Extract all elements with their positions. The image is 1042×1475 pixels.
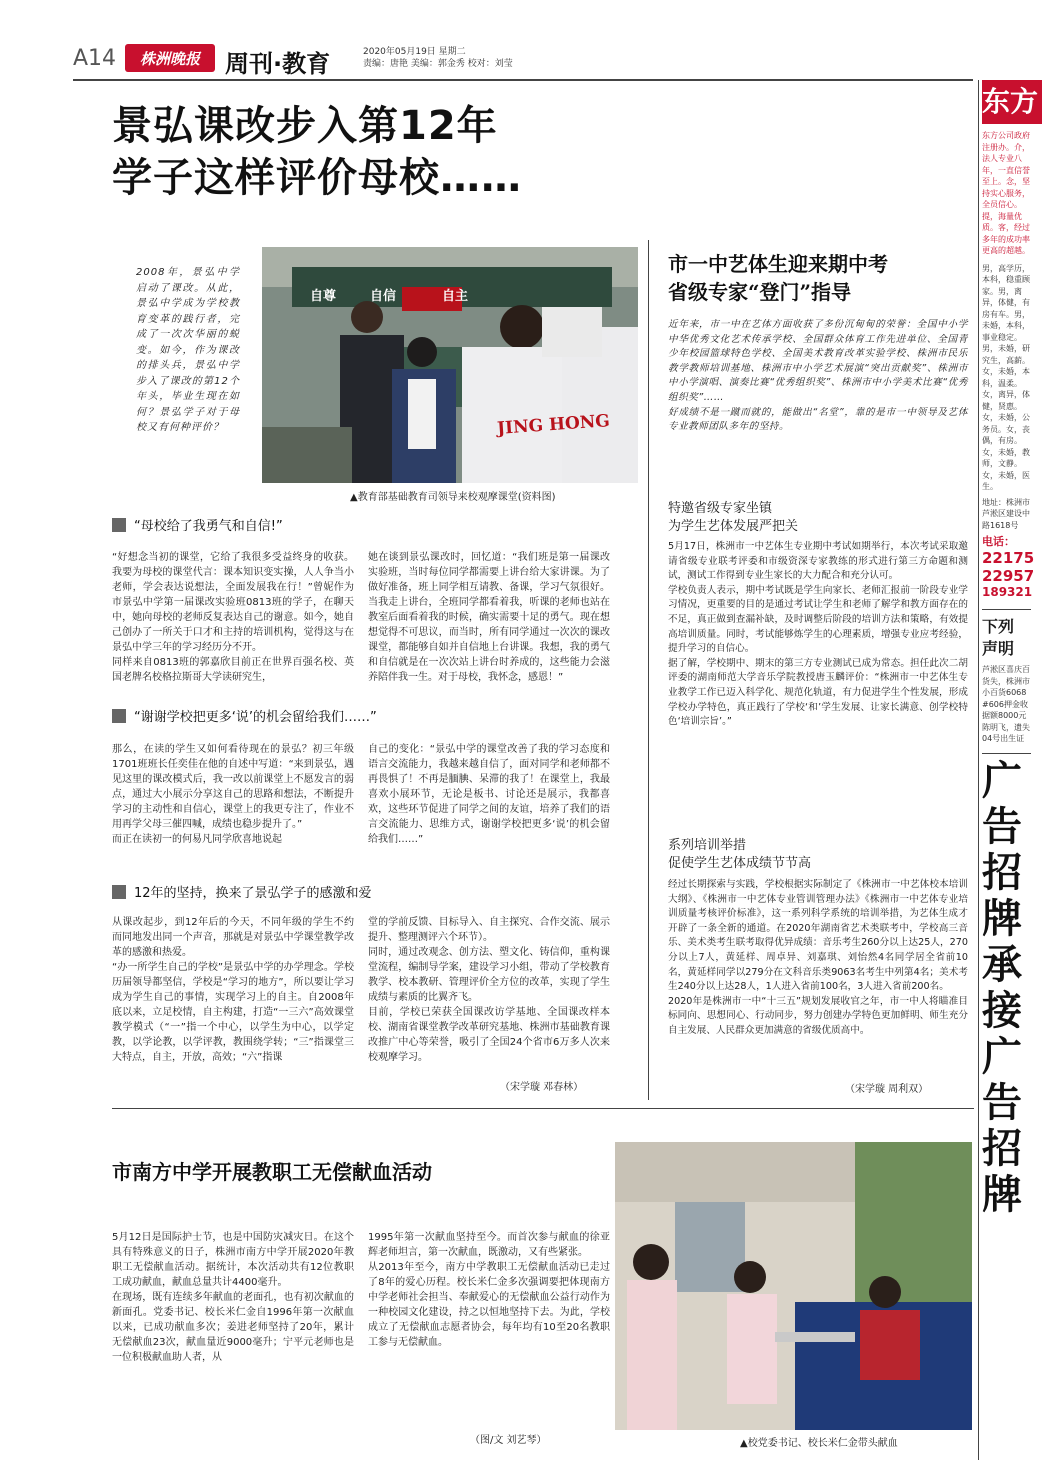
square-bullet-icon [112,709,126,723]
shirt-text: JING HONG [496,411,611,439]
blood-story-col1: 5月12日是国际护士节，也是中国防灾减灾日。在这个具有特殊意义的日子，株洲市南方中学开展2020年教职工无偿献血活动。据统计，本次活动共有12位教职工成功献血，献血总量共计4400毫升。 在现场，既有连续多年献血的老面孔，也有初次献血的新面孔。党委书记、校长米仁金自1996年第一次献血以来，已成功献血多次；姜进老师坚持了20年，累计无偿献血23次，献血量近9000毫升；宁平元老师也是一位积极献血助人者，从 [112,1232,354,1363]
masthead [73,44,973,78]
headline-line-1: 景弘课改步入第12年 [112,103,498,149]
notice-title-1: 下列 [982,617,1015,636]
blood-photo-caption: ▲校党委书记、校长米仁金带头献血 [740,1438,898,1449]
ad-intro-text: 东方公司政府注册办。介，法人专业八年，一直信誉至上。念，坚持实心服务，全员信心。提，海量优质。客，经过多年的成功率更高的超越。 [982,131,1030,255]
page-number: A14 [73,46,117,71]
classroom-photo-caption: ▲教育部基础教育司领导来校观摩课堂(资料图) [350,492,556,503]
ad-divider [978,80,979,1460]
side-sub2-line-1: 系列培训举措 [668,838,747,853]
side-sub1 [668,500,798,536]
ad-phone-1: 22175 [982,549,1035,567]
side-sub2-text: 经过长期探索与实践，学校根据实际制定了《株洲市一中艺体校本培训大纲》、《株洲市一中艺体专业管训管理办法》《株洲市一中艺体专业培训质量考核评价标准》，这一系列科学系统的培训举措，为艺体生成才开辟了一条全新的通道。在2020年湖南省艺术类联考中，学校高三音乐、美术类考生联考取得优异成绩：音乐考生260分以上达25人，270分以上7人，黄延样、周卓异、刘嘉琪、刘怡然4名同学居全省前10名，黄延样同学以279分在文科音乐类9063名考生中列第4名；美术考生240分以上达28人，1人进入省前100名，3人进入省前200名。 2020年是株洲市一中“十三五”规划发展收官之年，市一中人将瞄准目标同向、思想同心、行动同步，努力创建办学特色更加鲜明、师生充分自主发展、人民群众更加满意的省级优质高中。 [668,879,968,1036]
section2-heading [112,706,377,725]
section-name: 周刊·教育 [225,50,331,78]
main-headline [112,100,522,204]
side-story-title [668,250,968,306]
section2-heading-text: “谢谢学校把更多‘说’的机会留给我们……” [134,710,377,725]
story-divider [112,1108,974,1109]
section3-col1: 从课改起步，到12年后的今天，不同年级的学生不约而同地发出同一个声音，那就是对景弘中学课堂教学改革的感激和热爱。 “办一所学生自己的学校”是景弘中学的办学理念。学校历届领导都坚信，学校是“学习的地方”，所以要让学习成为学生自己的事情，实现学习上的自主。自2008年底以来，立足校情，自主构建，打造“一三六”高效课堂教学模式（“一”指一个中心，以学生为中心，以学定教，以学论教，以学评教，教围绕学转；“三”指课堂三大特点，自主，开放，高效；“六”指课 [112,917,354,1063]
side-sub1-line-2: 为学生艺体发展严把关 [668,519,799,534]
masthead-rule [73,79,973,81]
big-ad-text: 广告招牌承接广告招牌 [982,753,1031,1218]
section1-heading-text: “母校给了我勇气和自信!” [134,519,283,534]
ad-phone-3: 189321 [982,585,1033,599]
ad-listing-text: 男，高学历，本科，稳重顾家。男，离异，体健，有房有车。男，未婚，本科，事业稳定。男，未婚，研究生，高薪。女，未婚，本科，温柔。女，离异，体健，贤惠。女，未婚，公务员。女，丧偶，有房。女，未婚，教师，文静。女，未婚，医生。 [982,263,1030,491]
section1-col2: 她在谈到景弘课改时，回忆道：“我们班是第一届课改实验班，当时每位同学都需要上讲台给大家讲课。为了做好准备，班上同学相互请教、备课，学习气氛很好。当我走上讲台，全班同学都看着我，听课的老师也站在教室后面看着我的时候，确实需要十足的勇气。现在想想觉得不可思议，而当时，所有同学通过一次次的课改课堂，都能够自如并自信地上台讲课。我想，我的勇气和自信就是在一次次站上讲台时养成的，这些能力会滋养陪伴我一生。对于母校，我怀念，感恩！” [368,552,610,683]
ad-address: 地址：株洲市芦淞区建设中路1618号 [982,497,1030,530]
section1-col1: “好想念当初的课堂，它给了我很多受益终身的收获。我要为母校的课堂代言：课本知识变实操，人人争当小老师，学会表达说想法，全面发展我在行！”曾妮作为市景弘中学第一届课改实验班0813班的学子，在聊天中，她向母校的老师反复表达自己的谢意。如今，她自己创办了一所关于口才和主持的培训机构，觉得这与在景弘中学三年的学习经历分不开。 同样来自0813班的郭嘉欣目前正在世界百强名校、英国老牌名校格拉斯哥大学读研究生， [112,552,354,683]
main-intro: 2008年，景弘中学启动了课改。从此，景弘中学成为学校教育变革的践行者，完成了一次次华丽的蜕变。如今，作为课改的排头兵，景弘中学步入了课改的第12个年头，毕业生现在如何？景弘学子对于母校又有何种评价？ [136,267,240,433]
section3-heading [112,882,372,901]
issue-date: 2020年05月19日 星期二 [363,47,466,57]
section3-col2: 堂的学前反馈、目标导入、自主探究、合作交流、展示提升、整理测评六个环节）。 同时，通过改观念、创方法、塑文化、铸信仰，重构课堂流程，编制导学案，建设学习小组，带动了学校教育教学、校本教研、管理评价全方位的改革，实现了学生成绩与素质的比翼齐飞。 目前，学校已荣获全国课改访学基地、全国课改样本校、湖南省课堂教学改革研究基地、株洲市基础教育课改推广中心等荣誉，吸引了全国24个省市6万多人次来校观摩学习。 [368,917,610,1063]
banner-text-2: 自信 [370,289,397,304]
side-title-line-1: 市一中艺体生迎来期中考 [668,252,888,276]
issue-meta [363,46,603,70]
column-divider [648,240,649,1100]
notice-title [982,609,1031,660]
section2-col2: 自己的变化：“景弘中学的课堂改善了我的学习态度和语言交流能力，我越来越自信了，面对同学和老师都不再畏惧了！不再是腼腆、呆滞的我了！在课堂上，我最喜欢小展环节，无论是板书、讨论还是展示，我都喜欢，这些环节促进了同学之间的友谊，培养了我们的语言交流能力、思维方式，谢谢学校把更多‘说’的机会留给我们……” [368,744,610,845]
side-sub2 [668,837,811,873]
classroom-photo [262,247,638,483]
square-bullet-icon [112,885,126,899]
blood-donation-photo-art [615,1142,972,1430]
ad-phone-2: 22957 [982,567,1035,585]
blood-story-title: 市南方中学开展教职工无偿献血活动 [112,1160,432,1184]
notice-title-2: 声明 [982,639,1015,658]
section1-heading [112,515,283,534]
banner-text-1: 自尊 [310,289,337,304]
side-sub2-line-2: 促使学生艺体成绩节节高 [668,856,812,871]
banner-text-3: 自主 [442,289,469,304]
classroom-photo-art [262,247,638,483]
side-story-byline: （宋学璇 周利双） [845,1084,929,1095]
newspaper-logo: 株洲晚报 [125,44,215,72]
side-sub1-line-1: 特邀省级专家坐镇 [668,501,773,516]
blood-donation-photo [615,1142,972,1430]
section3-heading-text: 12年的坚持，换来了景弘学子的感激和爱 [134,886,372,901]
blood-story-col2: 1995年第一次献血坚持至今。而首次参与献血的徐亚辉老师坦言，第一次献血，既激动，又有些紧张。 从2013年至今，南方中学教职工无偿献血活动已走过了8年的爱心历程。校长米仁金多次强调要把体现南方中学老师社会担当、奉献爱心的无偿献血公益行动作为一种校园文化建设，持之以恒地坚持下去。为此，学校成立了无偿献血志愿者协会，每年均有10至20名教职工参与无偿献血。 [368,1232,610,1348]
section2-col1: 那么，在读的学生又如何看待现在的景弘？初三年级1701班班长任奕佳在他的自述中写道：“来到景弘，遇见这里的课改模式后，我一改以前课堂上不愿发言的弱点，通过大小展示分享这自己的思路和想法，不断提升学习的主动性和自信心，课堂上的我更专注了，作业不用再学父母三催四喊，成绩也稳步提升了。” 而正在读初一的何易凡同学欣喜地说起 [112,744,354,845]
headline-line-2: 学子这样评价母校…… [112,155,522,201]
side-sub1-text: 5月17日，株洲市一中艺体生专业期中考试如期举行，本次考试采取邀请省级专业联考评委和市级资深专家教练的形式进行第三方命题和测试，测试工作得到专业生家长的大力配合和充分认可。 学校负责人表示，期中考试既是学生向家长、老师汇报前一阶段专业学习情况，更重要的目的是通过考试让学生和老师了解学和教方面存在的不足，真正做到查漏补缺，及时调整后阶段的培训方法和策略，有效提高培训质量。同时，考试能够炼学生的心理素质，增强专业应考经验，提升学习的自信心。 据了解，学校期中、期末的第三方专业测试已成为常态。担任此次二胡评委的湖南师范大学音乐学院教授唐玉麟评价：“株洲市一中艺体生专业教学工作已迈入科学化、规范化轨道，有力促进学生个性发展，形成学校办学特色，真正践行了学校‘和’学生发展、让家长满意、创学校特色‘培训宗旨’。” [668,541,968,728]
square-bullet-icon [112,518,126,532]
section3-byline: （宋学璇 邓春林） [500,1082,584,1093]
side-title-line-2: 省级专家“登门”指导 [668,280,852,304]
issue-editors: 责编：唐艳 美编：郭金秀 校对：刘莹 [363,59,513,69]
ad-top-banner: 东方 [982,80,1042,124]
notice-text: 芦淞区喜庆百货失，株洲市小百货6068#606押金收据额8000元 陈明飞，遗失04号出生证 [982,665,1030,743]
ad-column [982,80,1039,1460]
ad-phone-label: 电话： [982,535,1015,548]
side-story-intro: 近年来，市一中在艺体方面收获了多份沉甸甸的荣誉：全国中小学中华优秀文化艺术传承学校、全国群众体育工作先进单位、全国青少年校园篮球特色学校、全国美术教育改革实验学校、株洲市民乐教学教师培训基地、株洲市中小学艺术展演“突出贡献奖”、株洲市中小学演唱、演奏比赛“优秀组织奖”、株洲市中小学美术比赛“优秀组织奖”…… 好成绩不是一蹴而就的，能做出“名堂”，靠的是市一中领导及艺体专业教师团队多年的坚持。 [668,319,968,433]
blood-story-byline: （图/文 刘艺琴） [470,1435,547,1446]
